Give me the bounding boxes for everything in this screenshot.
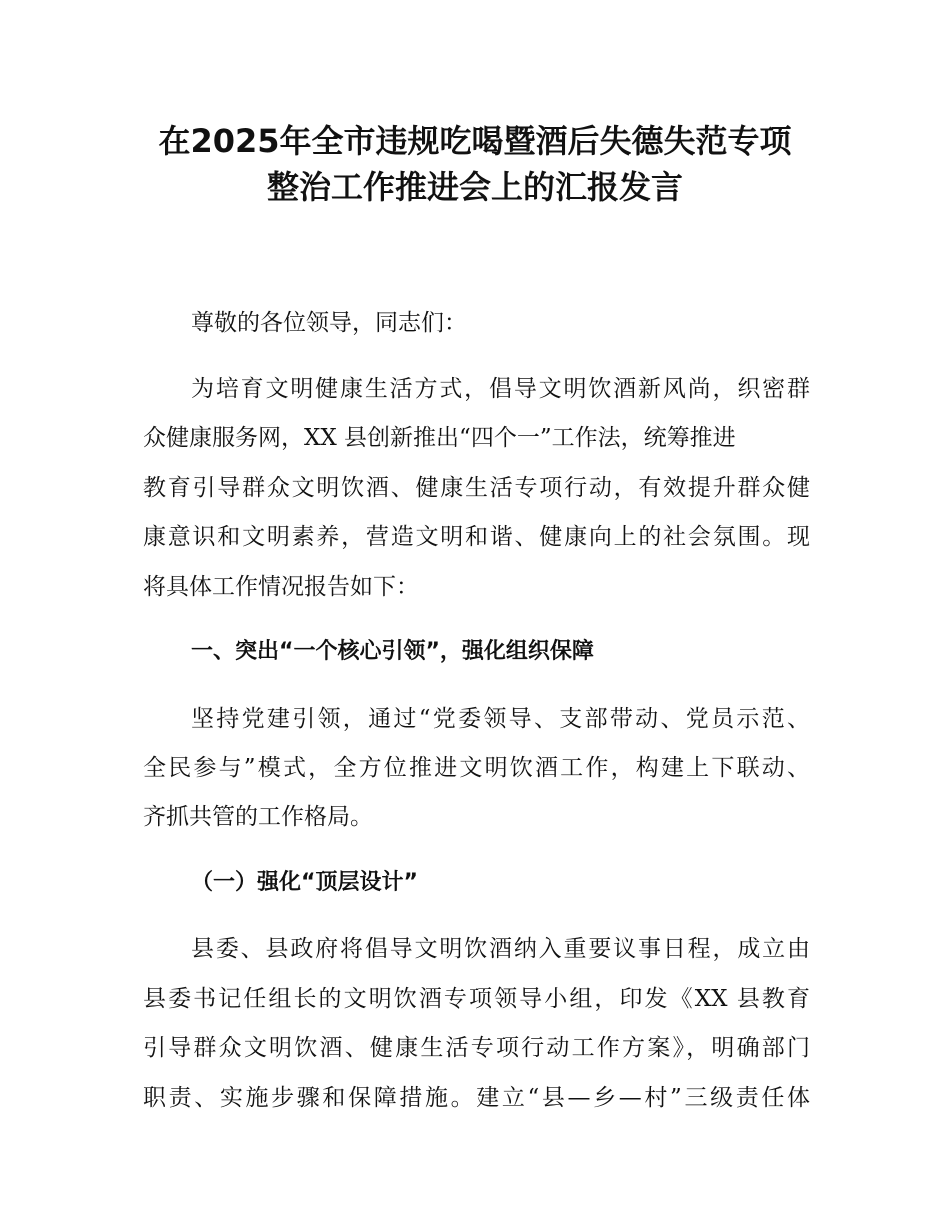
document-title-line-1: 在2025年全市违规吃喝暨酒后失德失范专项 xyxy=(158,122,792,160)
intro-line-3: 教育引导群众文明饮酒、健康生活专项行动，有效提升群众健 xyxy=(143,475,810,501)
section-1-line-1: 坚持党建引领，通过“党委领导、支部带动、党员示范、 xyxy=(191,706,810,732)
subsection-1-line-2: 县委书记任组长的文明饮酒专项领导小组，印发《XX 县教育 xyxy=(143,986,810,1012)
intro-line-5: 将具体工作情况报告如下： xyxy=(143,574,419,600)
document-title-line-2: 整治工作推进会上的汇报发言 xyxy=(266,168,683,206)
intro-line-1: 为培育文明健康生活方式，倡导文明饮酒新风尚，织密群 xyxy=(191,376,810,402)
section-1-line-3: 齐抓共管的工作格局。 xyxy=(143,804,373,830)
section-1-line-2: 全民参与”模式，全方位推进文明饮酒工作，构建上下联动、 xyxy=(143,755,810,781)
intro-line-2: 众健康服务网，XX 县创新推出“四个一”工作法，统筹推进 xyxy=(143,425,736,451)
section-1-heading: 一、突出“一个核心引领”，强化组织保障 xyxy=(191,639,594,664)
subsection-1-heading: （一）强化“顶层设计” xyxy=(191,870,418,895)
subsection-1-line-1: 县委、县政府将倡导文明饮酒纳入重要议事日程，成立由 xyxy=(191,936,810,962)
salutation: 尊敬的各位领导，同志们： xyxy=(191,310,467,336)
subsection-1-line-4: 职责、实施步骤和保障措施。建立“县—乡—村”三级责任体 xyxy=(143,1085,810,1111)
intro-line-4: 康意识和文明素养，营造文明和谐、健康向上的社会氛围。现 xyxy=(143,524,810,550)
subsection-1-line-3: 引导群众文明饮酒、健康生活专项行动工作方案》，明确部门 xyxy=(143,1035,810,1061)
